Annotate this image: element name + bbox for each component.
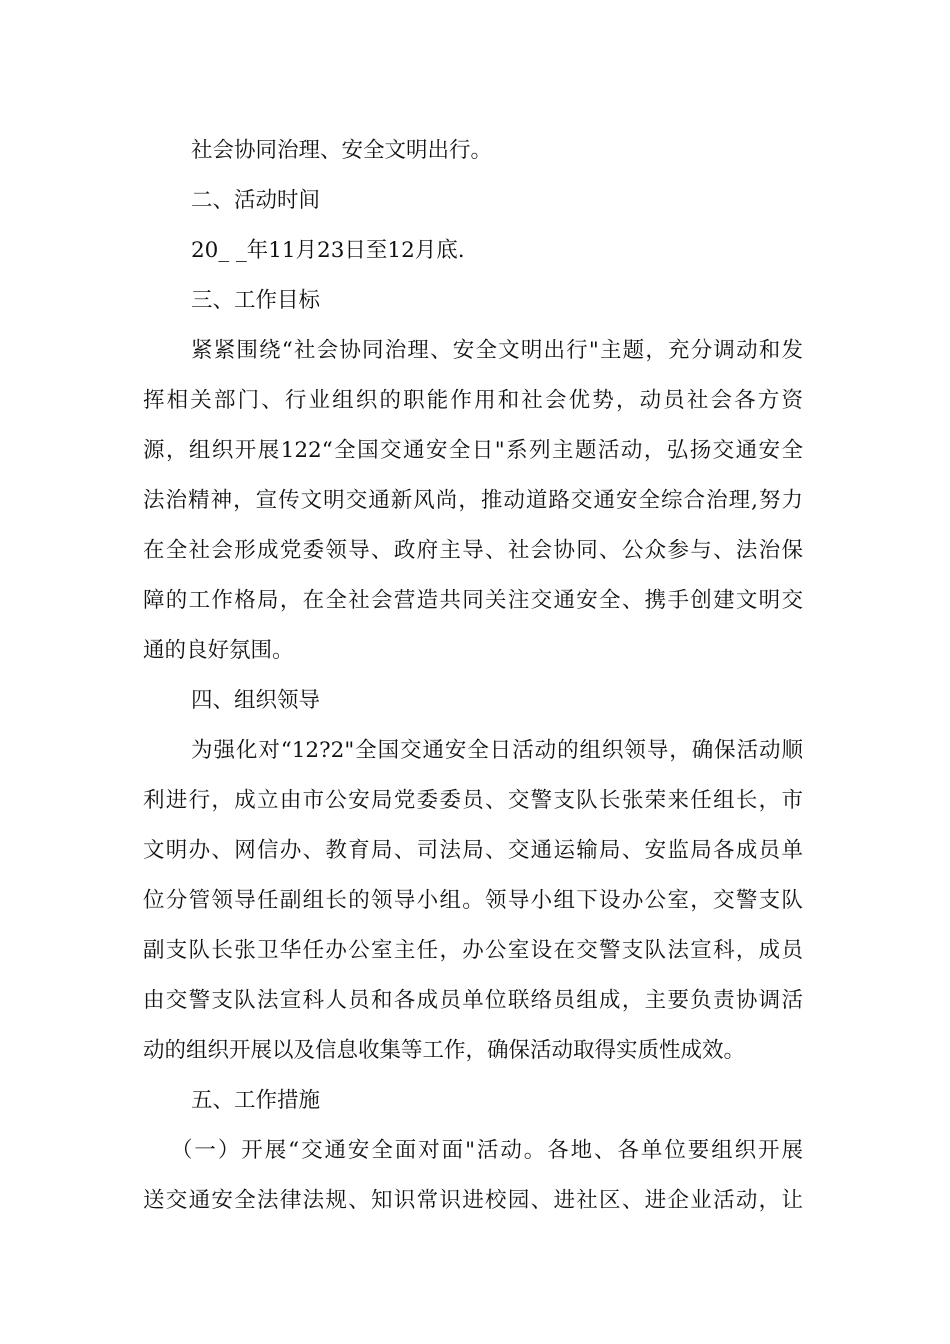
text-line-13: 为强化对“12?2"全国交通安全日活动的组织领导，确保活动顺 [191, 738, 803, 763]
section-heading-activity-time: 二、活动时间 [191, 188, 321, 213]
text-line-5: 紧紧围绕“社会协同治理、安全文明出行"主题，充分调动和发 [191, 338, 803, 363]
section-heading-organization: 四、组织领导 [191, 688, 321, 713]
text-line-19: 动的组织开展以及信息收集等工作，确保活动取得实质性成效。 [143, 1038, 746, 1063]
text-line-14: 利进行，成立由市公安局党委委员、交警支队长张荣来任组长，市 [143, 788, 803, 813]
text-line-17: 副支队长张卫华任办公室主任，办公室设在交警支队法宣科，成员 [143, 938, 803, 963]
text-line-18: 由交警支队法宣科人员和各成员单位联络员组成，主要负责协调活 [143, 988, 803, 1013]
text-line-21: （一）开展“交通安全面对面"活动。各地、各单位要组织开展 [171, 1138, 803, 1163]
text-line-9: 在全社会形成党委领导、政府主导、社会协同、公众参与、法治保 [143, 538, 803, 563]
section-heading-work-goals: 三、工作目标 [191, 288, 321, 313]
text-line-22: 送交通安全法律法规、知识常识进校园、进社区、进企业活动，让 [143, 1188, 803, 1213]
text-line-6: 挥相关部门、行业组织的职能作用和社会优势，动员社会各方资 [143, 388, 803, 413]
section-heading-work-measures: 五、工作措施 [191, 1088, 321, 1113]
text-line-15: 文明办、网信办、教育局、司法局、交通运输局、安监局各成员单 [143, 838, 803, 863]
text-line-8: 法治精神，宣传文明交通新风尚，推动道路交通安全综合治理,努力 [143, 488, 803, 513]
text-line-16: 位分管领导任副组长的领导小组。领导小组下设办公室，交警支队 [143, 888, 803, 913]
text-line-10: 障的工作格局，在全社会营造共同关注交通安全、携手创建文明交 [143, 588, 803, 613]
activity-date-line: 20_ _年11月23日至12月底. [191, 238, 465, 263]
text-line-1: 社会协同治理、安全文明出行。 [191, 138, 493, 163]
text-line-7: 源，组织开展122“全国交通安全日"系列主题活动，弘扬交通安全 [143, 438, 803, 463]
text-line-11: 通的良好氛围。 [143, 638, 294, 663]
